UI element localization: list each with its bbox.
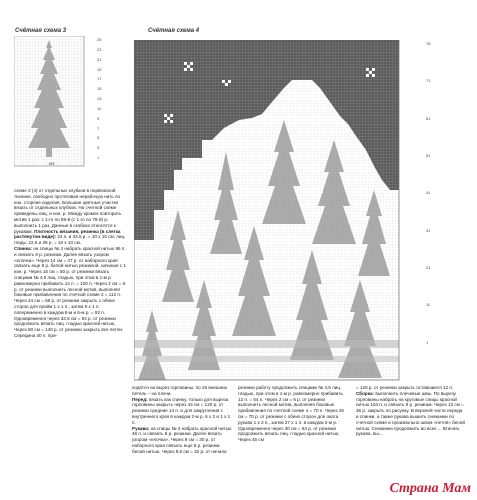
text-column-4 [356,385,466,437]
scheme3-center-label: М6 [49,161,55,166]
col2-para-2: вязать как спинку, только для выреза горловины закрыть через 43 см = 120 р. от резинки средние 14 п. и для закругления с внутреннего края в каждом 2-м р. 6 х 2 и 1 х 1 п. [132,396,231,425]
row-number: 9 [97,115,100,121]
row-number: 13 [97,96,102,102]
col2-para-1: ходятся на вырез горловины, по 26 внешних петель – на плечи. [132,385,228,396]
scheme3-chart [14,36,104,176]
scheme4-row-numbers [426,42,440,382]
row-number: 3 [97,145,100,151]
row-number: 7 [97,125,100,131]
col2-heading-front: Перед: [132,396,148,402]
row-number: 15 [97,86,102,92]
col2-heading-sleeves: Рукава: [132,425,150,431]
row-number: 31 [426,227,431,233]
row-number: 21 [97,56,102,62]
text-column-2 [132,385,232,455]
text-column-3 [238,385,348,443]
row-number: 78 [426,41,431,46]
row-number: 11 [426,302,431,308]
scheme3-title: Счётная схема 3 [15,28,67,34]
row-number: 1 [426,339,429,345]
row-number: 51 [426,153,431,158]
row-number: 25 [97,37,102,42]
scheme4-title: Счётная схема 4 [148,28,200,34]
text-column-1 [14,188,127,339]
row-number: 61 [426,115,431,121]
col2-para-3: на спицы № 4 набрать красной нитью 48 п. и связать 8 р. резинки. Далее вязать узором «елочка». Через 9 см = 30 р. от наборного края связать еще 8 р. резинки белой нитью. Через 9,5 см = 32 р. от начала [132,425,232,454]
col4-para-2: выполнить плечевые швы. По вырезу горловины набрать на круговые спицы красной нитью 104 п. и связать 8 р. резинки. Через 13 см = 36 р. закрыть по рисунку. В верхней части переда и спинки, а также рукава вышить снежинки по счетной схеме и произвольно швом «петля» белой нитью. Снежинки продолжить во [356,390,465,431]
col1-heading-back: Спинка: [14,245,33,251]
row-number: 1 [97,155,100,161]
scheme3-row-numbers [97,38,107,168]
row-number: 17 [97,76,102,82]
col3-para-1: резинки работу продолжить спицами № 4,5 лиц. гладью, при этом в 1-м р. равномерно прибавить 12 п. = 54 п. Через 2 см = 6 р. от резинки выполнить лесной мотив, выполняя боковые прибавления по счетной схеме 4 = 70 п. Через 25 см = 70 р. от резинки с обеих сторон для оката рукава 1 х 2 п., затем 27 х 1 п. в каждом 2-м р. Одновременно через 30 см = 84 р. от резинки продолжить вязать лиц. гладью красной нитью. Через 45 см [238,385,344,443]
scheme4-chart [134,40,424,382]
col1-para-2: 24 п. и 33,5 р. = 10 х 10 см; лиц. гладь: 22,5 и 28 р. = 10 х 10 см. [14,234,126,246]
row-number: 71 [426,78,431,84]
col4-para-1: = 126 р. от резинки закрыть оставшиеся 12 п. [356,385,454,390]
col4-tail: всех ... Втачать рукава, вы... [356,425,460,437]
col1-para-1: схеме 2 (4) от отдельных клубков в норвежской технике, свободно протягивая нерабочую нить по изн. стороне изделия. Большие цветные участки вязать от отдельных клубков. На счетной схеме приведены лиц. и изн. р. Между кромок повторить мотив 1 раз: с 1-го по 88-й (с 1-го по 78-й) р. выполнить 1 раз. Данные в скобках относятся к рукавам. [14,188,122,234]
row-number: 23 [97,46,102,52]
row-number: 41 [426,190,431,196]
watermark-logo: Страна Мам [389,481,471,496]
col1-para-3: на спицы № 4 набрать красной нитью 86 п. и связать 8 р. резинки. Далее вязать узором «елочка». Через 14 см = 47 р. от наборного края связать еще 8 р. белой нитью резинкой, начиная с 1 изн. р. Через 15 см = 50 р. от резинки вязать спицами № 4,5 лиц. гладью, при этом в 1-м р. равномерно прибавить 14 п. = 100 п. Через 2 см = 6 р. от резинки выполнить лесной мотив, выполняя боковые прибавления по счетной схеме 2 = 112 п. Через 24 см = 68 р. от резинки закрыть с обеих сторон для пройм 1 х 1 п., затем 9 х 1 п. попеременно в каждом 8-м и 6-м р. = 92 п. Одновременно через 33,5 см = 94 р. от резинки продолжить вязать лиц. гладью красной нитью. Через 50 см = 140 р. от резинки закрыть все петли. Середина 40 п. при- [14,245,126,338]
row-number: 5 [97,135,100,141]
row-number: 11 [97,105,102,111]
col4-heading-assembly: Сборка: [356,390,375,396]
row-number: 21 [426,265,431,270]
row-number: 19 [97,66,102,72]
col1-heading-density: Плотность вязания, резинка (в слегка растянутом виде): [14,228,121,240]
